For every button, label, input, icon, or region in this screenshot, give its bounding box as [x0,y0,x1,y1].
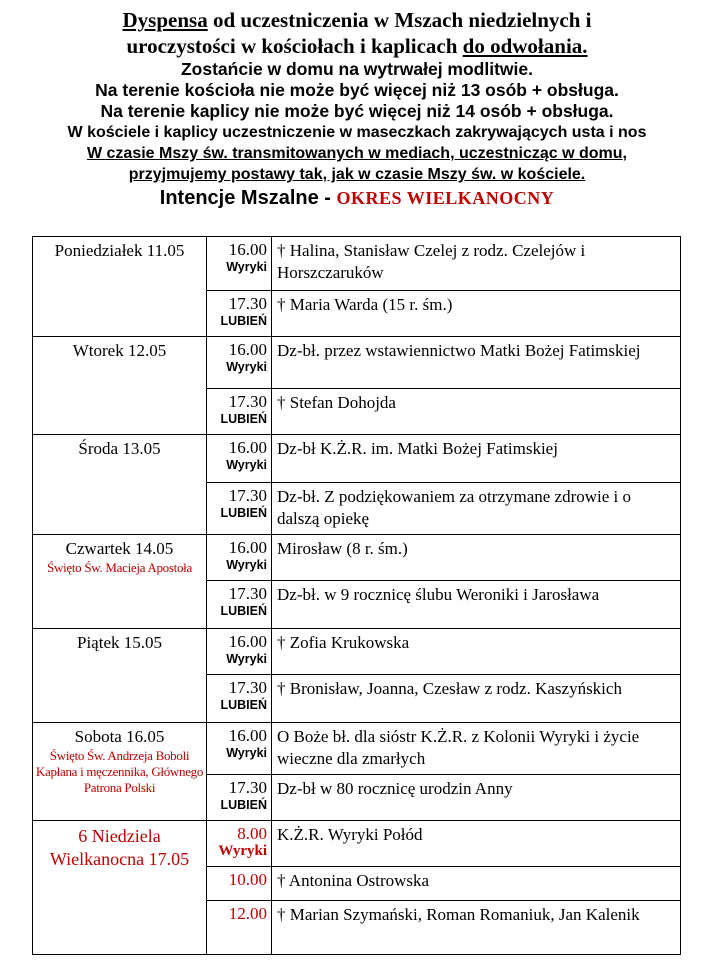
mass-time: 10.00 [228,870,267,889]
until-revoked-text: do odwołania. [462,34,588,58]
time-cell [207,723,272,775]
time-cell [207,775,272,821]
mass-time: 17.30 [228,778,267,797]
day-cell [33,237,207,337]
section-title-text: Intencje Mszalne - [159,187,337,209]
time-cell [207,629,272,675]
intention-text: Dz-bł. przez wstawiennictwo Matki Bożej Fatimskiej [272,337,681,389]
mass-location: Wyryki [226,260,267,274]
mass-time: 17.30 [228,294,267,313]
church-limit-line: Na terenie kościoła nie może być więcej niż 13 osób + obsługa. [95,80,619,100]
mass-location: LUBIEŃ [220,698,267,712]
time-cell [207,581,272,629]
mass-time: 12.00 [228,904,267,923]
mass-time: 16.00 [228,632,267,651]
mass-location: Wyryki [226,746,267,760]
mass-time: 17.30 [228,584,267,603]
day-cell [33,629,207,723]
mass-time: 8.00 [237,824,267,843]
intention-text: † Stefan Dohojda [272,389,681,435]
broadcast-line-1: W czasie Mszy św. transmitowanych w mediach, uczestnicząc w domu, [86,145,627,162]
table-row [33,629,681,675]
day-name: Sobota 16.05 [74,727,165,746]
mass-location: LUBIEŃ [220,604,267,618]
intention-text: K.Ż.R. Wyryki Połód [272,821,681,867]
intention-text: † Antonina Ostrowska [272,867,681,901]
day-cell [33,435,207,535]
time-cell [207,389,272,435]
time-cell [207,337,272,389]
time-cell [207,435,272,483]
day-name: Poniedziałek 11.05 [54,241,185,260]
mass-location: Wyryki [226,360,267,374]
intention-text: Dz-bł. w 9 rocznicę ślubu Weroniki i Jarosława [272,581,681,629]
stay-home-line: Zostańcie w domu na wytrwałej modlitwie. [180,59,533,79]
time-cell [207,291,272,337]
time-cell [207,867,272,901]
sunday-cell [33,821,207,955]
feast-name: Święto Św. Andrzeja Boboli Kapłana i męczennika, Głównego Patrona Polski [35,748,204,795]
time-cell [207,237,272,291]
mass-time: 16.00 [228,240,267,259]
time-cell [207,901,272,955]
mask-requirement-line: W kościele i kaplicy uczestniczenie w maseczkach zakrywających usta i nos [67,124,647,141]
intention-text: Dz-bł. Z podziękowaniem za otrzymane zdrowie i o dalszą opiekę [272,483,681,535]
day-cell [33,337,207,435]
mass-time: 17.30 [228,392,267,411]
mass-location: Wyryki [226,652,267,666]
chapel-limit-line: Na terenie kaplicy nie może być więcej niż 14 osób + obsługa. [100,101,614,121]
mass-location: Wyryki [218,843,267,859]
sunday-name: 6 Niedziela Wielkanocna 17.05 [49,826,190,869]
intention-text: † Maria Warda (15 r. śm.) [272,291,681,337]
mass-location: LUBIEŃ [220,798,267,812]
mass-time: 16.00 [228,340,267,359]
announcement-header [0,0,714,210]
time-cell [207,535,272,581]
mass-time: 16.00 [228,438,267,457]
section-title [0,186,714,210]
mass-location: LUBIEŃ [220,506,267,520]
day-name: Środa 13.05 [78,439,161,458]
mass-time: 16.00 [228,726,267,745]
table-row [33,821,681,867]
dispensation-word: Dyspensa [122,8,208,32]
mass-time: 16.00 [228,538,267,557]
mass-location: LUBIEŃ [220,314,267,328]
table-row [33,237,681,291]
table-row [33,723,681,775]
mass-intentions-table [32,236,681,955]
mass-location: Wyryki [226,458,267,472]
title-line2-start: uroczystości w kościołach i kaplicach [126,34,463,58]
day-name: Czwartek 14.05 [65,539,174,558]
day-cell [33,723,207,821]
day-name: Piątek 15.05 [77,633,162,652]
intention-text: Mirosław (8 r. śm.) [272,535,681,581]
dispensation-title [0,7,714,59]
intention-text: O Boże bł. dla sióstr K.Ż.R. z Kolonii Wyryki i życie wieczne dla zmarłych [272,723,681,775]
mass-time: 17.30 [228,678,267,697]
mass-time: 17.30 [228,486,267,505]
mass-location: LUBIEŃ [220,412,267,426]
day-cell [33,535,207,629]
time-cell [207,821,272,867]
day-name: Wtorek 12.05 [72,341,167,360]
intention-text: Dz-bł w 80 rocznicę urodzin Anny [272,775,681,821]
table-row [33,535,681,581]
intention-text: † Bronisław, Joanna, Czesław z rodz. Kaszyńskich [272,675,681,723]
intention-text: Dz-bł K.Ż.R. im. Matki Bożej Fatimskiej [272,435,681,483]
feast-name: Święto Św. Macieja Apostoła [47,560,192,575]
broadcast-line-2: przyjmujemy postawy tak, jak w czasie Mszy św. w kościele. [128,166,586,183]
title-line1-rest: od uczestniczenia w Mszach niedzielnych i [207,8,592,32]
time-cell [207,483,272,535]
intention-text: † Marian Szymański, Roman Romaniuk, Jan Kalenik [272,901,681,955]
time-cell [207,675,272,723]
intention-text: † Zofia Krukowska [272,629,681,675]
mass-location: Wyryki [226,558,267,572]
intention-text: † Halina, Stanisław Czelej z rodz. Czelejów i Horszczaruków [272,237,681,291]
season-label: OKRES WIELKANOCNY [336,188,555,208]
table-row [33,337,681,389]
table-row [33,435,681,483]
